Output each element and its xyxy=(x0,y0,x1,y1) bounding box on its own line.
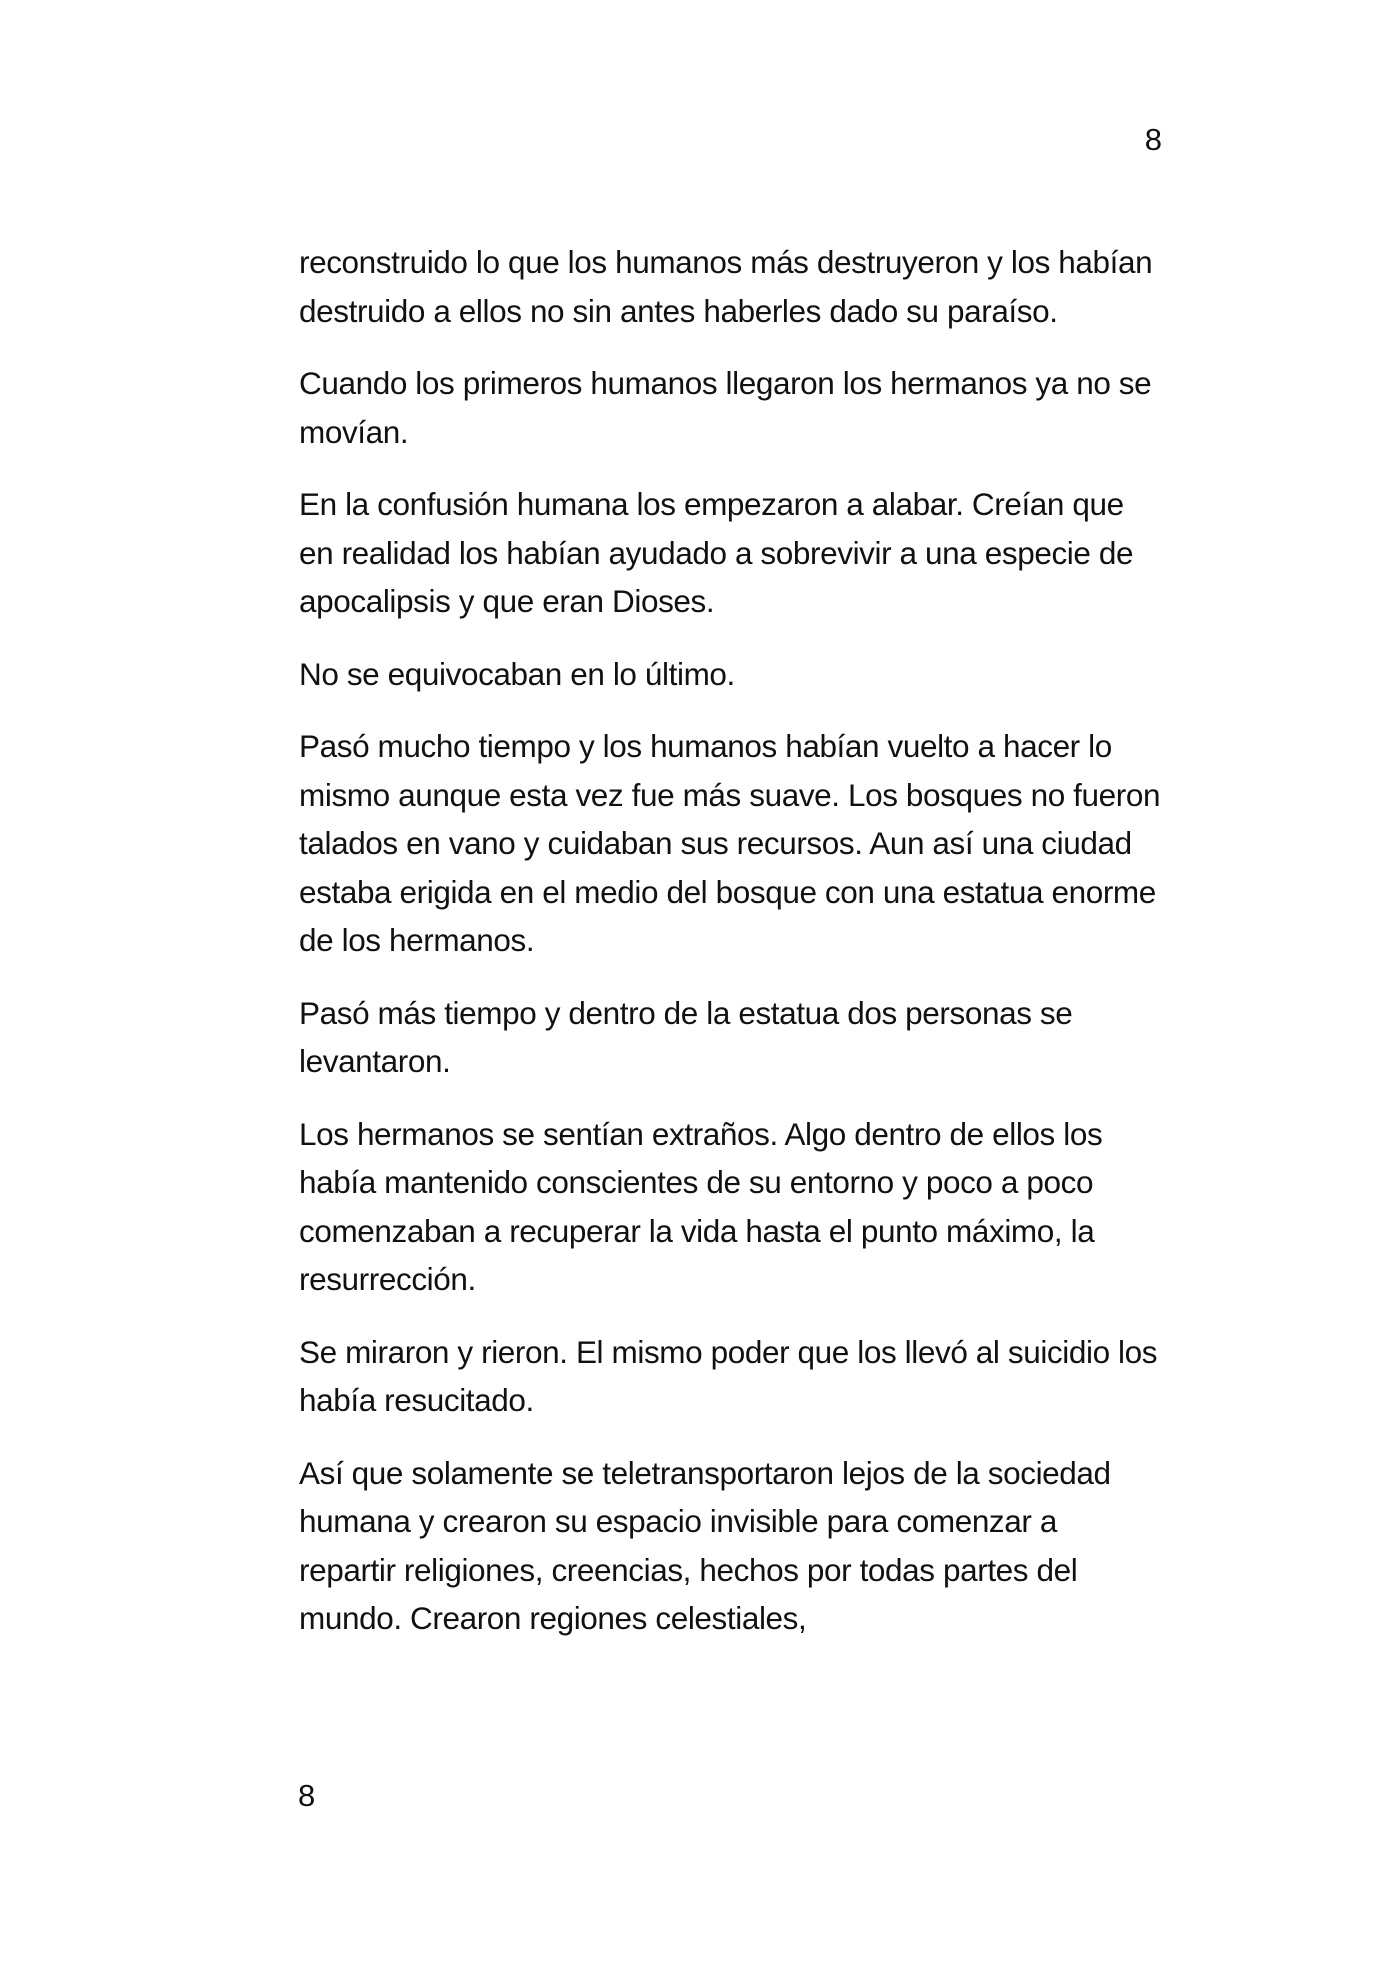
paragraph: No se equivocaban en lo último. xyxy=(299,655,735,692)
text-body xyxy=(299,238,1161,1667)
paragraph: Pasó más tiempo y dentro de la estatua dos personas se levantaron. xyxy=(299,994,1073,1079)
paragraph: reconstruido lo que los humanos más destruyeron y los habían destruido a ellos no sin antes haberles dado su paraíso. xyxy=(299,244,1153,329)
paragraph: Los hermanos se sentían extraños. Algo dentro de ellos los había mantenido conscientes de su entorno y poco a poco comenzaban a recuperar la vida hasta el punto máximo, la resurrección. xyxy=(299,1115,1103,1297)
paragraph: Así que solamente se teletransportaron lejos de la sociedad humana y crearon su espacio invisible para comenzar a repartir religiones, creencias, hechos por todas partes del mundo. Crearon regiones celestiales, xyxy=(299,1454,1111,1636)
paragraph: Cuando los primeros humanos llegaron los hermanos ya no se movían. xyxy=(299,365,1152,450)
paragraph: En la confusión humana los empezaron a alabar. Creían que en realidad los habían ayudado a sobrevivir a una especie de apocalipsis y que eran Dioses. xyxy=(299,486,1134,619)
paragraph: Se miraron y rieron. El mismo poder que los llevó al suicidio los había resucitado. xyxy=(299,1333,1158,1418)
page-number-bottom: 8 xyxy=(298,1778,316,1813)
page-number-top: 8 xyxy=(1144,122,1162,157)
paragraph: Pasó mucho tiempo y los humanos habían vuelto a hacer lo mismo aunque esta vez fue más suave. Los bosques no fueron talados en vano y cuidaban sus recursos. Aun así una ciudad estaba erigida en el medio del bosque con una estatua enorme de los hermanos. xyxy=(299,728,1161,958)
